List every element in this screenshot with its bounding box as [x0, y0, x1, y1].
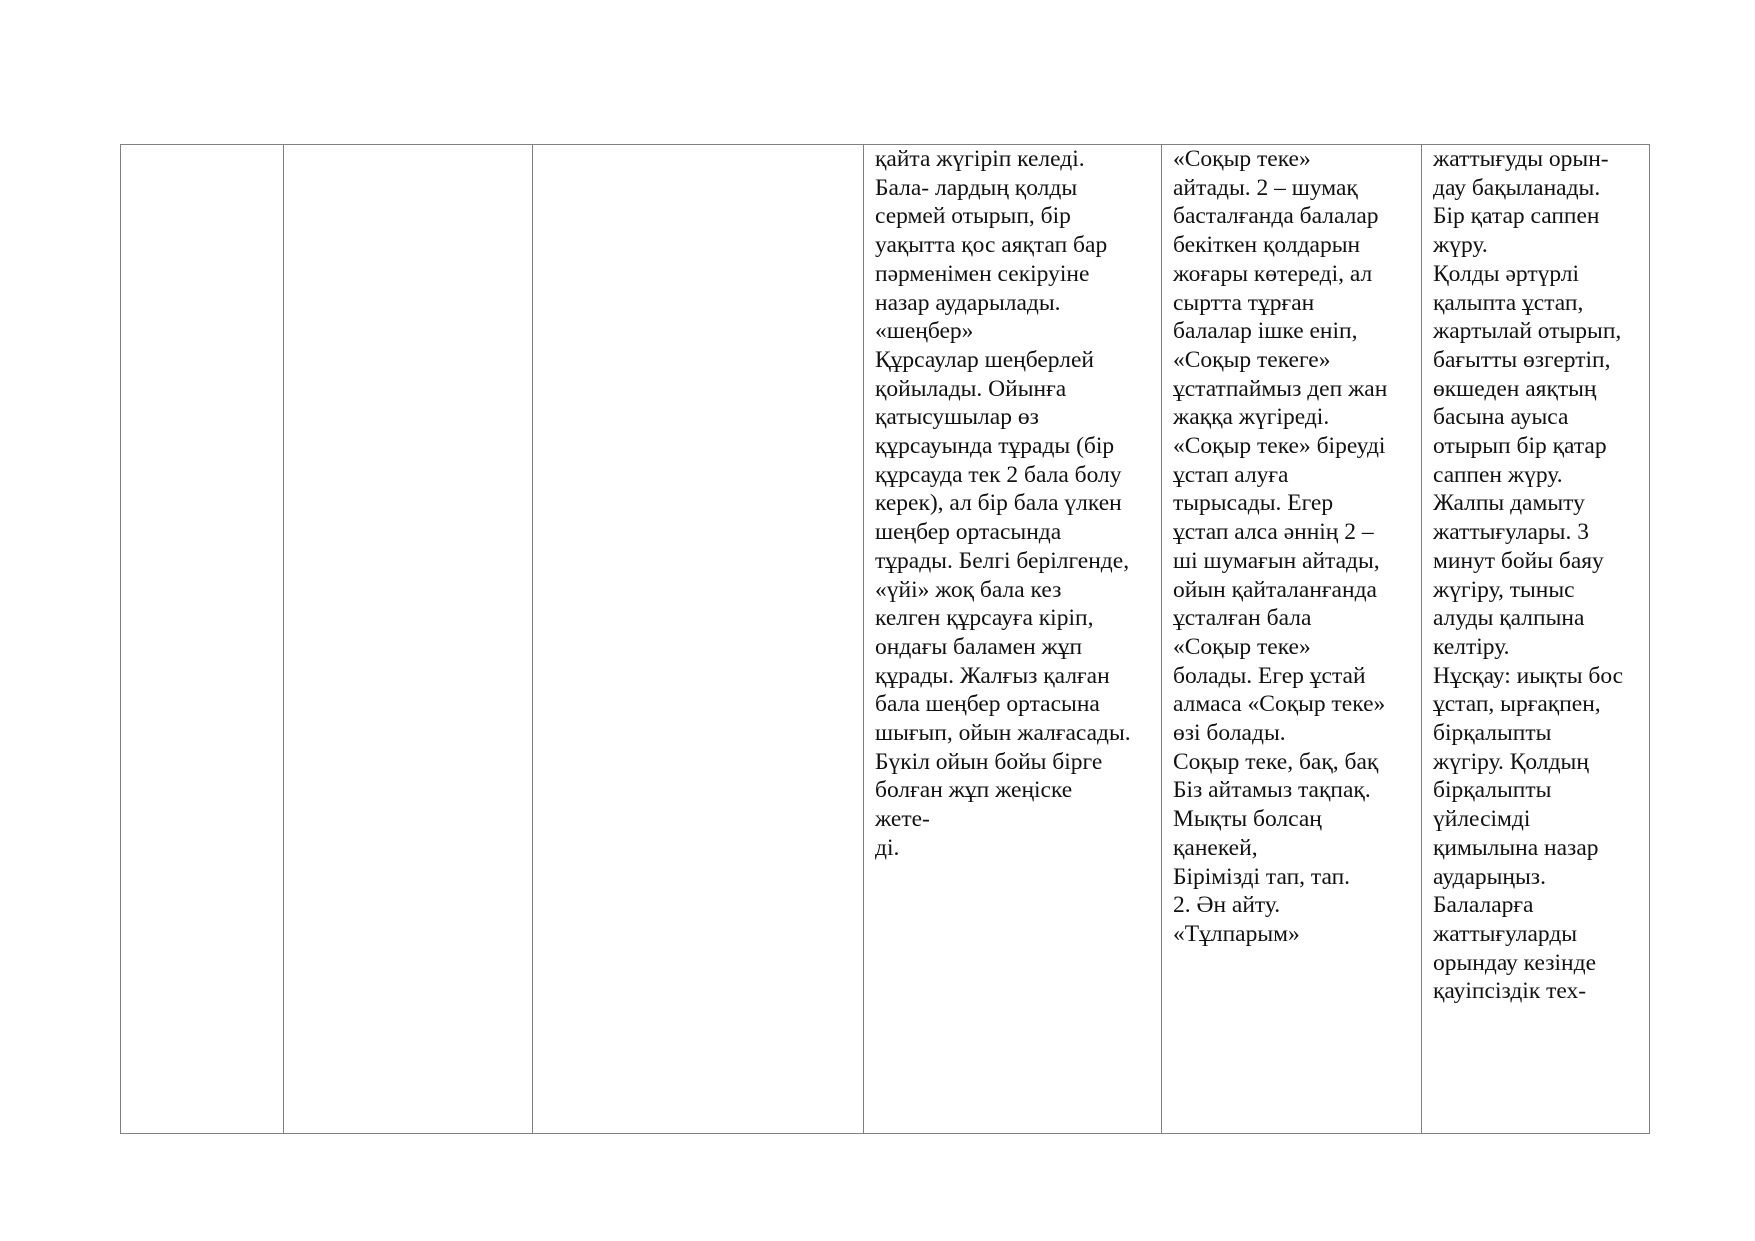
cell-text-line: Нұсқау: иықты бос — [1433, 662, 1624, 689]
cell-text-line: құрсауда тек 2 бала болу — [875, 461, 1122, 488]
table-cell-col3 — [533, 145, 864, 1134]
table-cell-col2 — [284, 145, 533, 1134]
cell-text-line: қойылады. Ойынға — [875, 375, 1067, 402]
cell-text-line: жоғары көтереді, ал — [1173, 260, 1373, 287]
cell-text-line: алмаса «Соқыр теке» — [1173, 691, 1386, 718]
cell-text-line: ондағы баламен жұп — [875, 633, 1083, 660]
cell-text-line: Бала- лардың қолды — [875, 174, 1078, 201]
cell-text-line: басына ауыса — [1433, 404, 1569, 431]
table-row — [121, 145, 1650, 1134]
cell-text-line: жүгіру, тыныс — [1433, 576, 1575, 603]
cell-text-line: өкшеден аяқтың — [1433, 375, 1597, 402]
cell-text-line: Соқыр теке, бақ, бақ — [1173, 748, 1379, 775]
cell-text-line: ұстатпаймыз деп жан — [1173, 375, 1388, 402]
cell-text-line: жүру. — [1433, 232, 1488, 259]
cell-text-line: ұсталған бала — [1173, 605, 1312, 632]
cell-text-line: алуды қалпына — [1433, 605, 1585, 632]
cell-text-line: ші шумағын айтады, — [1173, 547, 1380, 574]
cell-text-line: жартылай отырып, — [1433, 318, 1622, 345]
cell-text-line: отырып бір қатар — [1433, 433, 1607, 460]
cell-text-line: жаттығулары. 3 — [1433, 519, 1589, 546]
cell-text-line: Біз айтамыз тақпақ. — [1173, 777, 1371, 804]
cell-text-line: 2. Ән айту. — [1173, 892, 1281, 919]
table-cell-song-game — [1162, 145, 1422, 1134]
cell-text-line: қалыпта ұстап, — [1433, 289, 1584, 316]
cell-text-line: жаққа жүгіреді. — [1173, 404, 1330, 431]
cell-text-line: пәрменімен секіруіне — [875, 260, 1090, 287]
cell-text-line: «Соқыр теке» — [1173, 146, 1311, 172]
table-cell-exercise-notes — [1422, 145, 1650, 1134]
cell-text-line: шеңбер ортасында — [875, 519, 1062, 546]
cell-text-line: «Соқыр теке» біреуді — [1173, 433, 1386, 460]
cell-text-line: Бір қатар саппен — [1433, 203, 1600, 230]
cell-text-line: құрсауында тұрады (бір — [875, 433, 1115, 460]
cell-text-line: сыртта тұрған — [1173, 289, 1315, 316]
cell-text-line: жүгіру. Қолдың — [1433, 748, 1589, 775]
cell-text-line: келтіру. — [1433, 633, 1510, 660]
cell-text-line: Мықты болсаң — [1173, 806, 1322, 833]
cell-text-line: бірқалыпты — [1433, 720, 1552, 747]
cell-text-line: Қолды әртүрлі — [1433, 260, 1580, 287]
lesson-plan-table — [120, 144, 1650, 1134]
cell-text-line: басталғанда балалар — [1173, 203, 1379, 230]
cell-text-line: «Соқыр теке» — [1173, 633, 1311, 660]
cell-text-line: минут бойы баяу — [1433, 547, 1604, 574]
cell-text-line: «Тұлпарым» — [1173, 920, 1300, 947]
cell-text-line: уақытта қос аяқтап бар — [875, 232, 1108, 259]
cell-text-line: «шеңбер» — [875, 318, 974, 345]
cell-text-line: назар аударылады. — [875, 289, 1061, 316]
cell-text-line: қайта жүгіріп келеді. — [875, 146, 1085, 172]
cell-text-line: дау бақыланады. — [1433, 174, 1601, 201]
cell-text-line: ұстап, ырғақпен, — [1433, 691, 1601, 718]
cell-text-line: айтады. 2 – шумақ — [1173, 174, 1358, 201]
cell-text-line: орындау кезінде — [1433, 949, 1597, 976]
cell-text-line: бағытты өзгертіп, — [1433, 346, 1611, 373]
cell-text-line: үйлесімді — [1433, 806, 1531, 833]
cell-text-line: тұрады. Белгі берілгенде, — [875, 547, 1130, 574]
cell-text-line: өзі болады. — [1173, 720, 1286, 747]
table-cell-col1 — [121, 145, 284, 1134]
cell-text-line: бірқалыпты — [1433, 777, 1552, 804]
cell-text-line: қауіпсіздік тех- — [1433, 978, 1587, 1005]
cell-text-line: Құрсаулар шеңберлей — [875, 346, 1094, 373]
cell-text-line: бекіткен қолдарын — [1173, 232, 1361, 259]
cell-text-line: құрады. Жалғыз қалған — [875, 662, 1110, 689]
cell-text-line: жаттығуларды — [1433, 920, 1578, 947]
cell-text-line: «Соқыр текеге» — [1173, 346, 1331, 373]
cell-text-line: тырысады. Егер — [1173, 490, 1334, 517]
cell-text-line: бала шеңбер ортасына — [875, 691, 1100, 718]
cell-text-line: Бүкіл ойын бойы бірге — [875, 748, 1103, 775]
cell-text-line: қанекей, — [1173, 834, 1258, 861]
cell-text-line: жете- — [875, 806, 930, 833]
cell-text-line: «үйі» жоқ бала кез — [875, 576, 1062, 603]
cell-text-line: болады. Егер ұстай — [1173, 662, 1366, 689]
table-cell-game-description — [864, 145, 1162, 1134]
cell-text-line: шығып, ойын жалғасады. — [875, 720, 1131, 747]
cell-text-line: қимылына назар — [1433, 834, 1599, 861]
cell-text-line: ұстап алса әннің 2 – — [1173, 519, 1374, 546]
cell-text-line: Бірімізді тап, тап. — [1173, 863, 1351, 890]
cell-text-line: қатысушылар өз — [875, 404, 1039, 431]
cell-text-line: ұстап алуға — [1173, 461, 1289, 488]
cell-text-line: болған жұп жеңіске — [875, 777, 1073, 804]
cell-text-line: ді. — [875, 834, 900, 861]
cell-text-line: келген құрсауға кіріп, — [875, 605, 1094, 632]
cell-text-line: Жалпы дамыту — [1433, 490, 1585, 517]
cell-text-line: керек), ал бір бала үлкен — [875, 490, 1122, 517]
cell-text-line: Балаларға — [1433, 892, 1534, 919]
cell-text-line: балалар ішке еніп, — [1173, 318, 1358, 345]
cell-text-line: сермей отырып, бір — [875, 203, 1071, 230]
cell-text-line: жаттығуды орын- — [1433, 146, 1609, 172]
cell-text-line: ойын қайталанғанда — [1173, 576, 1377, 603]
cell-text-line: саппен жүру. — [1433, 461, 1563, 488]
cell-text-line: аударыңыз. — [1433, 863, 1546, 890]
